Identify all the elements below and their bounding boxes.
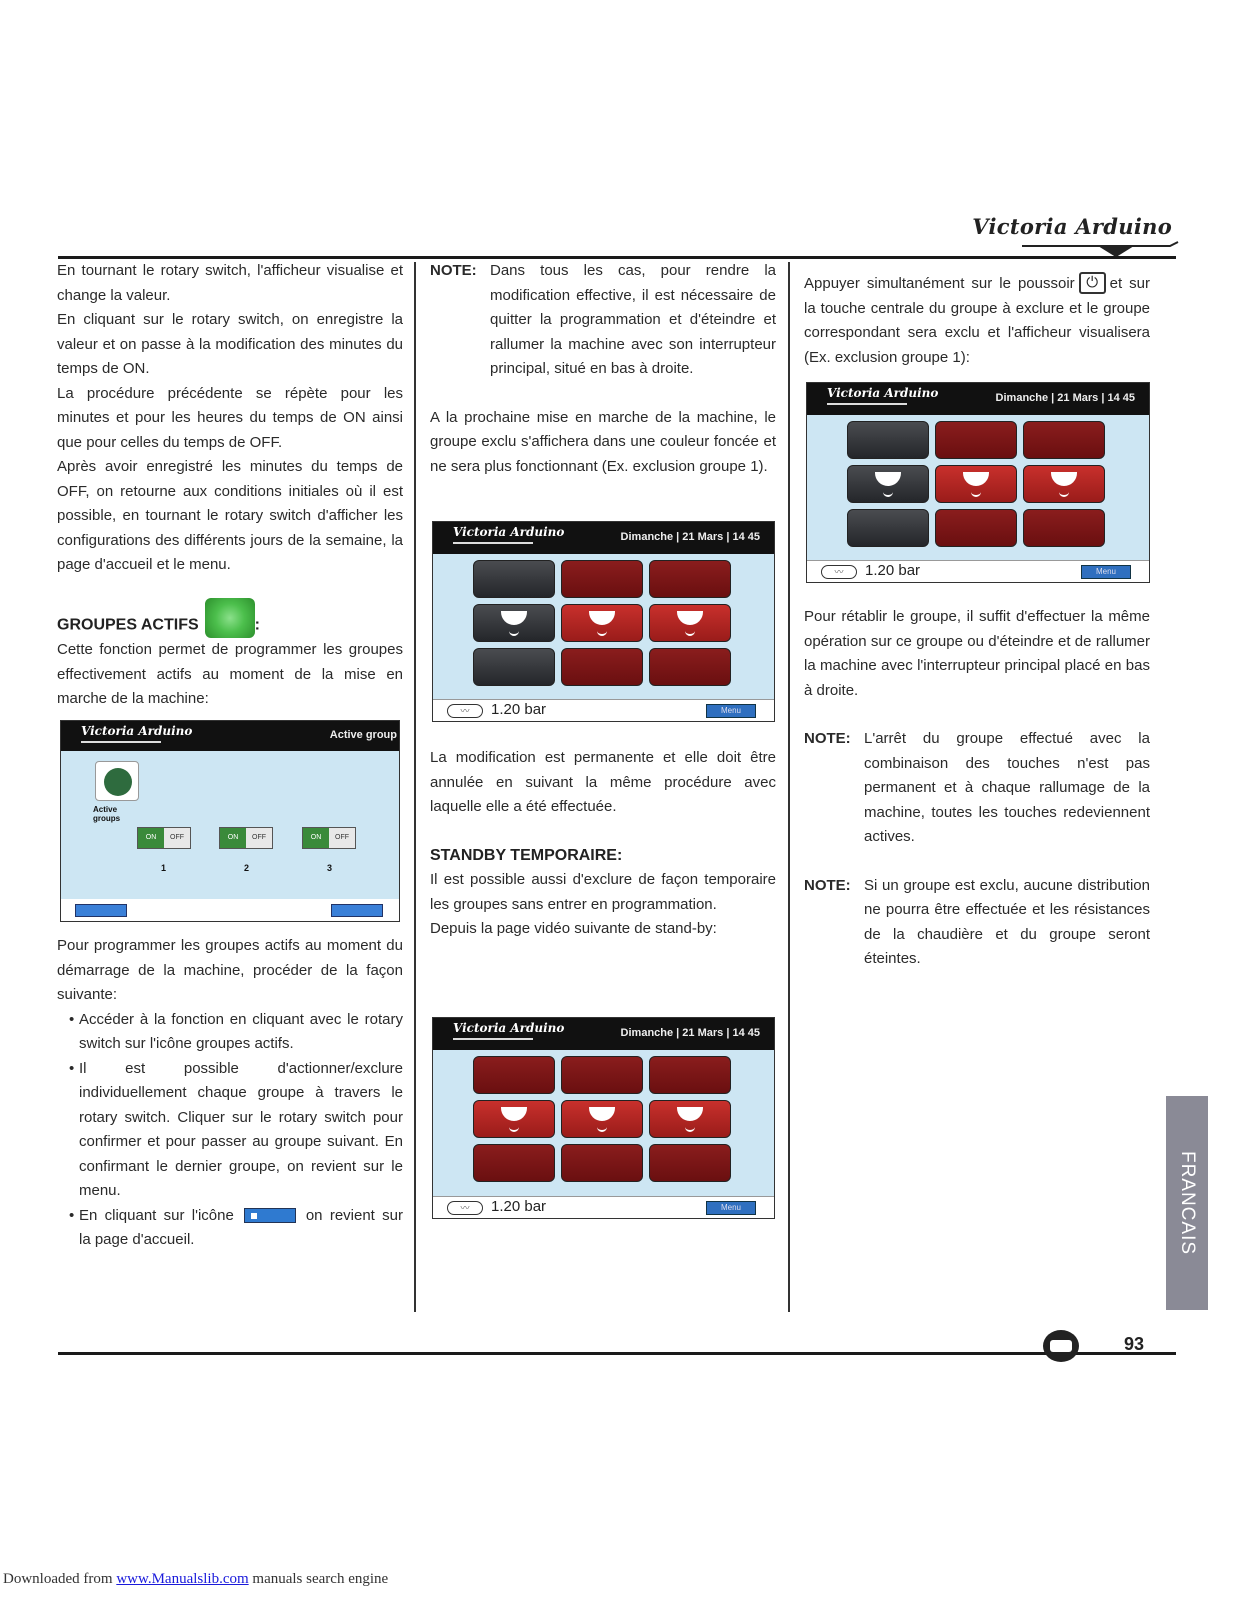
power-button-icon: ⏻ (1079, 272, 1106, 294)
bottom-rule (58, 1352, 1176, 1355)
paragraph: Pour programmer les groupes actifs au moment du démarrage de la machine, procéder de la façon suivante: (57, 937, 403, 1003)
display-screen-exclusion (432, 521, 775, 722)
screen-logo-line (453, 542, 533, 544)
bullet-text: on revient sur la page d'accueil. (79, 1206, 403, 1248)
cup-icon (677, 611, 703, 625)
group-tile[interactable] (1023, 421, 1105, 459)
note (804, 727, 1150, 850)
group-tile[interactable] (473, 1056, 555, 1094)
pressure-readout: 1.20 bar (491, 1198, 547, 1215)
group-tile-center[interactable] (473, 604, 555, 642)
pressure-readout: 1.20 bar (865, 562, 921, 579)
group-tile[interactable] (847, 509, 929, 547)
screen-logo: Victoria Arduino (827, 386, 939, 400)
bullet-item: • Accéder à la fonction en cliquant avec le rotary switch sur l'icône groupes actifs. (69, 1008, 403, 1057)
group-tile-center[interactable] (473, 1100, 555, 1138)
home-button[interactable] (75, 904, 127, 917)
footer-text: Downloaded from (3, 1571, 117, 1587)
paragraph: Cette fonction permet de programmer les groupes effectivement actifs au moment de la mise en marche de la machine: (57, 641, 403, 707)
paragraph: La modification est permanente et elle doit être annulée en suivant la même procédure avec laquelle elle a été effectuée. (430, 749, 776, 815)
note-label: NOTE: (804, 730, 851, 747)
note (804, 874, 1150, 972)
cup-icon (875, 472, 901, 486)
bullet-item: • Il est possible d'actionner/exclure individuellement chaque groupe à travers le rotary switch. Cliquer sur le rotary switch pour confirmer et pour passer au groupe suivant. En confirmant le dernier groupe, on revient sur le menu. (69, 1057, 403, 1204)
screen-logo: Victoria Arduino (453, 1021, 565, 1035)
bullet-text: Accéder à la fonction en cliquant avec le rotary switch sur l'icône groupes actifs. (79, 1010, 403, 1052)
group-tile-center[interactable] (935, 465, 1017, 503)
group-tile[interactable] (473, 648, 555, 686)
active-groups-screen (60, 720, 400, 922)
group-tile-center[interactable] (847, 465, 929, 503)
note-label: NOTE: (804, 876, 851, 894)
toggle-off: OFF (246, 828, 272, 848)
label-line: groups (93, 814, 121, 823)
group-number: 2 (244, 863, 250, 873)
toggle-on: ON (138, 828, 164, 848)
group-tile[interactable] (935, 421, 1017, 459)
display-screen-standby (432, 1017, 775, 1219)
group-2-toggle[interactable] (219, 827, 273, 849)
bullet-item: • En cliquant sur l'icône on revient sur la page d'accueil. (69, 1206, 403, 1248)
column-3 (804, 272, 1150, 370)
cup-icon (677, 1107, 703, 1121)
group-tile[interactable] (561, 560, 643, 598)
screen-logo-line (453, 1038, 533, 1040)
column-divider (788, 262, 790, 1312)
group-tile[interactable] (561, 1144, 643, 1182)
paragraph: A la prochaine mise en marche de la machine, le groupe exclu s'affichera dans une couleur foncée et ne sera plus fonctionnant (Ex. exclusion groupe 1). (430, 408, 776, 475)
screen-header (433, 1018, 774, 1050)
home-icon (244, 1208, 296, 1223)
group-tile[interactable] (561, 648, 643, 686)
language-tab (1166, 1096, 1208, 1310)
note-label: NOTE: (430, 262, 477, 279)
screen-date: Dimanche | 21 Mars | 14 45 (620, 1027, 760, 1039)
group-tile-center[interactable] (649, 1100, 731, 1138)
screen-footer (61, 899, 399, 921)
screen-footer (433, 1196, 774, 1218)
screen-logo: Victoria Arduino (453, 525, 565, 539)
column-3-lower (804, 605, 1150, 972)
group-number: 3 (327, 863, 333, 873)
toggle-off: OFF (329, 828, 355, 848)
brand-logo (972, 210, 1180, 260)
paragraph: Pour rétablir le groupe, il suffit d'effectuer la même opération sur ce groupe ou d'éteindre et de rallumer la machine avec l'interrupteur principal placé en bas à droite. (804, 608, 1150, 699)
cup-icon (589, 611, 615, 625)
cup-icon (501, 611, 527, 625)
screen-title: Active group (329, 729, 397, 741)
groupes-actifs-section (57, 598, 403, 712)
menu-button[interactable]: Menu (1081, 565, 1131, 579)
toggle-on: ON (220, 828, 246, 848)
label-line: Active (93, 805, 118, 814)
group-tile-center[interactable] (649, 604, 731, 642)
pressure-gauge-icon: 〰 (447, 1201, 483, 1215)
screen-logo: Victoria Arduino (81, 724, 193, 738)
toggle-on: ON (303, 828, 329, 848)
paragraph: En cliquant sur le rotary switch, on enregistre la valeur et on passe à la modification des minutes du temps de ON. (57, 311, 403, 377)
column-2 (430, 259, 776, 479)
group-tile[interactable] (649, 1144, 731, 1182)
menu-button[interactable]: Menu (706, 704, 756, 718)
group-3-toggle[interactable] (302, 827, 356, 849)
screen-footer (433, 699, 774, 721)
menu-button[interactable]: Menu (706, 1201, 756, 1215)
page-number: 93 (1124, 1334, 1145, 1354)
column-divider (414, 262, 416, 1312)
display-screen-temporary-exclusion (806, 382, 1150, 583)
group-tile[interactable] (847, 421, 929, 459)
manualslib-link[interactable]: www.Manualslib.com (116, 1571, 249, 1587)
heading-suffix: : (254, 616, 260, 634)
cup-icon (501, 1107, 527, 1121)
paragraph-text: et sur la touche centrale du groupe à exclure et le groupe correspondant sera exclu et l'afficheur visualisera (Ex. exclusion groupe 1): (804, 275, 1151, 366)
screen-logo-line (827, 403, 907, 405)
note-text: L'arrêt du groupe effectué avec la combinaison des touches n'est pas permanent et à chaque rallumage de la machine, toutes les touches redeviennent actives. (864, 730, 1150, 845)
paragraph: En tournant le rotary switch, l'afficheur visualise et change la valeur. (57, 262, 403, 304)
section-heading-text: GROUPES ACTIFS (57, 616, 199, 634)
paragraph: Il est possible aussi d'exclure de façon temporaire les groupes sans entrer en programmation. (430, 871, 776, 913)
cup-icon (1051, 472, 1077, 486)
section-heading (57, 598, 403, 638)
menu-button[interactable] (331, 904, 383, 917)
brand-logo-text: Victoria Arduino (972, 214, 1172, 239)
group-tile-center[interactable] (1023, 465, 1105, 503)
group-tile[interactable] (649, 648, 731, 686)
screen-header (61, 721, 399, 751)
paragraph-text: Appuyer simultanément sur le poussoir (804, 275, 1075, 292)
pressure-gauge-icon: 〰 (447, 704, 483, 718)
column-1 (57, 259, 403, 578)
paragraph: La procédure précédente se répète pour les minutes et pour les heures du temps de ON ainsi que pour celles du temps de OFF. (57, 384, 403, 451)
procedure-section (57, 934, 403, 1253)
note-text: Dans tous les cas, pour rendre la modification effective, il est nécessaire de quitter la programmation et d'éteindre et rallumer la machine avec son interrupteur principal, situé en bas à droite. (490, 262, 776, 377)
note (430, 259, 776, 382)
group-1-toggle[interactable] (137, 827, 191, 849)
active-groups-tile-icon (95, 761, 139, 801)
group-tile-center[interactable] (561, 1100, 643, 1138)
paragraph: Depuis la page vidéo suivante de stand-by: (430, 920, 717, 937)
screen-date: Dimanche | 21 Mars | 14 45 (995, 392, 1135, 404)
group-tile[interactable] (1023, 509, 1105, 547)
group-number: 1 (161, 863, 167, 873)
active-groups-label (93, 805, 120, 823)
paragraph: Après avoir enregistré les minutes du temps de OFF, on retourne aux conditions initiales où il est possible, en tournant le rotary switch d'afficher les configurations des différents jours de la semaine, la page d'accueil et le menu. (57, 458, 403, 573)
screen-date: Dimanche | 21 Mars | 14 45 (620, 531, 760, 543)
section-heading: STANDBY TEMPORAIRE: (430, 846, 623, 864)
group-tile[interactable] (649, 560, 731, 598)
note-text: Si un groupe est exclu, aucune distribution ne pourra être effectuée et les résistances de la chaudière et du groupe seront éteintes. (864, 876, 1150, 967)
screen-header (433, 522, 774, 554)
group-tile[interactable] (935, 509, 1017, 547)
pressure-readout: 1.20 bar (491, 701, 547, 718)
cup-icon (963, 472, 989, 486)
cup-icon (589, 1107, 615, 1121)
group-tile[interactable] (649, 1056, 731, 1094)
language-tab-label: FRANCAIS (1177, 1150, 1198, 1256)
download-footer (3, 1571, 388, 1588)
group-tile[interactable] (561, 1056, 643, 1094)
toggle-off: OFF (164, 828, 190, 848)
active-groups-icon (205, 598, 255, 638)
screen-logo-line (81, 741, 161, 743)
paragraph (804, 272, 1150, 370)
footer-text: manuals search engine (248, 1571, 389, 1587)
coffee-logo-icon (1043, 1330, 1079, 1362)
group-tile-center[interactable] (561, 604, 643, 642)
screen-footer (807, 560, 1149, 582)
pressure-gauge-icon: 〰 (821, 565, 857, 579)
bullet-text: En cliquant sur l'icône (79, 1206, 234, 1224)
group-tile[interactable] (473, 560, 555, 598)
screen-header (807, 383, 1149, 415)
column-2-lower (430, 746, 776, 942)
group-tile[interactable] (473, 1144, 555, 1182)
bullet-text: Il est possible d'actionner/exclure individuellement chaque groupe à travers le rotary switch. Cliquer sur le rotary switch pour confirmer et pour passer au groupe suivant. En confirmant le dernier groupe, on revient sur le menu. (79, 1059, 403, 1199)
